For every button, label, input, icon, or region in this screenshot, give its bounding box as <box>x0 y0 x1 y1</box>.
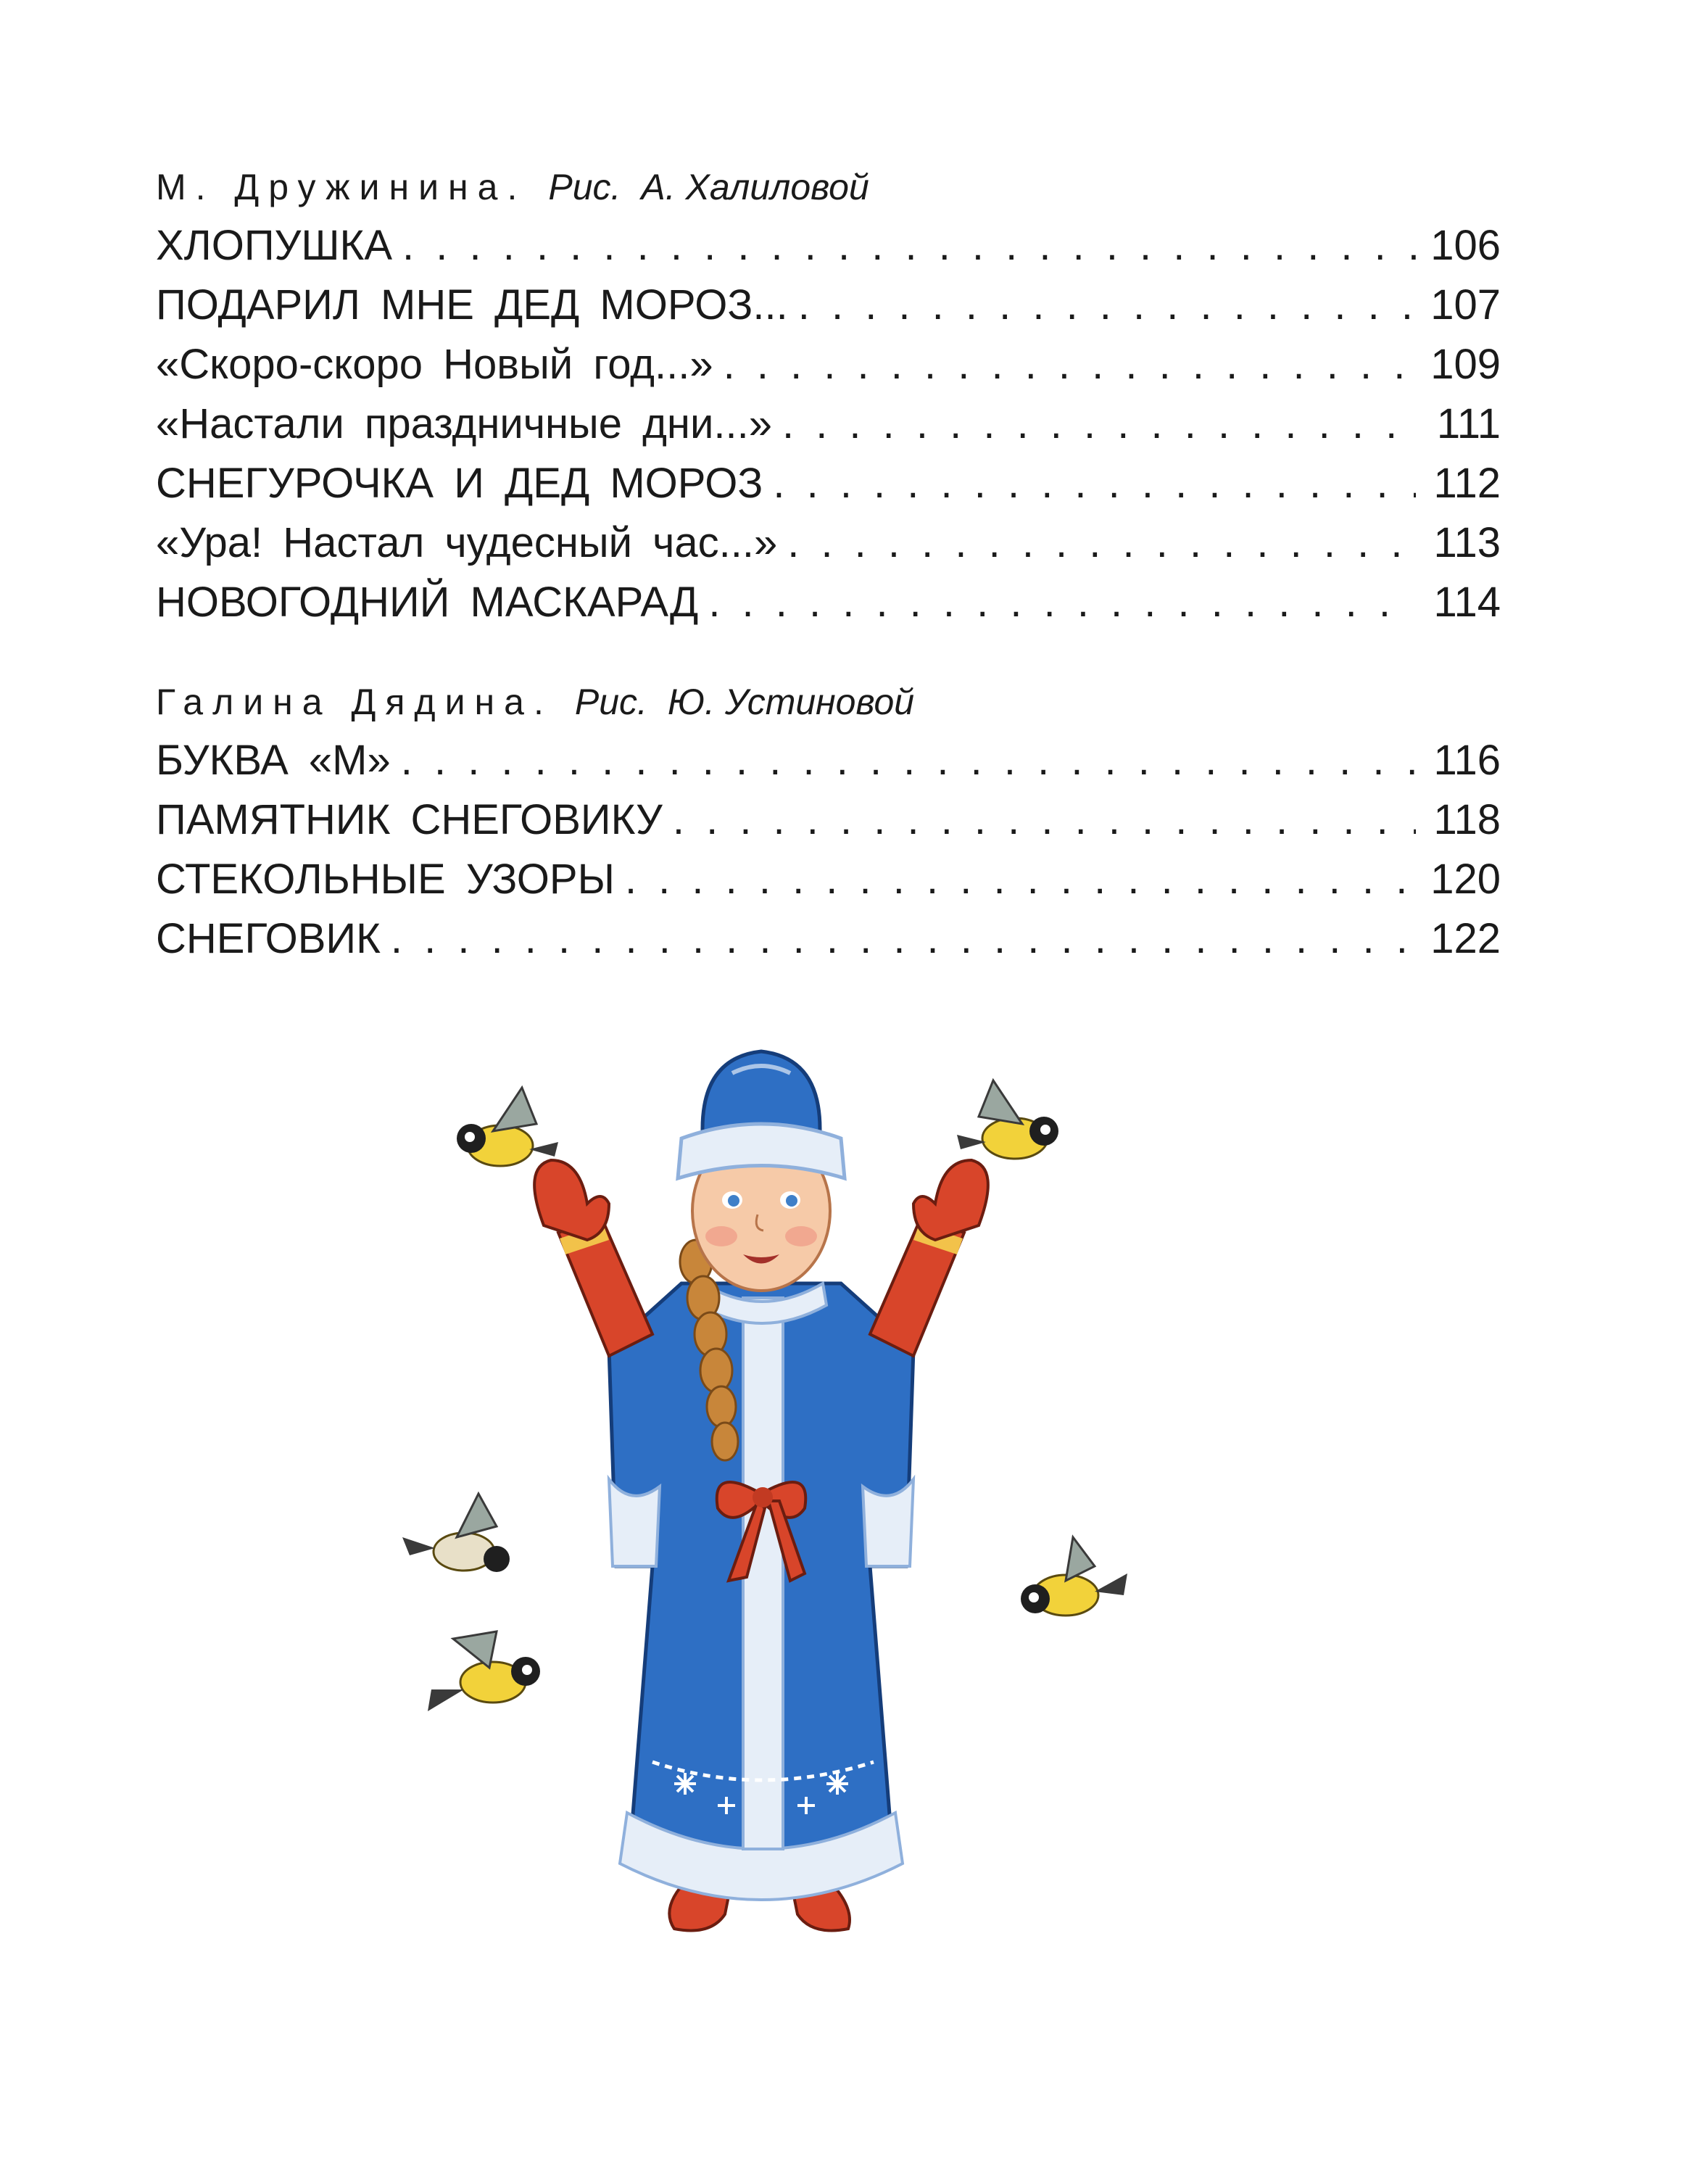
illustrator-prefix: Рис. <box>548 167 621 207</box>
toc-entry[interactable] <box>156 335 1501 394</box>
toc-entry[interactable] <box>156 276 1501 335</box>
illustrator-name: Ю. Устиновой <box>667 682 915 722</box>
entry-page: 116 <box>1433 737 1501 784</box>
dot-leader <box>773 454 1416 513</box>
entry-title: ПОДАРИЛ МНЕ ДЕД МОРОЗ... <box>156 281 788 328</box>
dot-leader <box>625 850 1416 909</box>
toc-entry[interactable] <box>156 909 1501 969</box>
section-divider <box>156 632 1501 673</box>
entry-page: 109 <box>1430 341 1501 388</box>
entry-title: БУКВА «М» <box>156 737 391 784</box>
dot-leader <box>787 513 1416 573</box>
entry-page: 113 <box>1433 519 1501 566</box>
toc-entry[interactable] <box>156 850 1501 909</box>
illustrator-name: А. Халиловой <box>641 167 869 207</box>
toc-entry[interactable] <box>156 394 1501 454</box>
entry-page: 112 <box>1433 460 1501 507</box>
titmouse-bird <box>1021 1537 1127 1616</box>
author-line <box>156 158 1501 216</box>
dot-leader <box>708 573 1416 632</box>
toc-entry[interactable] <box>156 216 1501 276</box>
blue-coat <box>609 1283 913 1900</box>
entry-page: 122 <box>1430 915 1501 962</box>
titmouse-bird <box>457 1088 558 1166</box>
entry-page: 106 <box>1430 222 1501 269</box>
author-line <box>156 673 1501 731</box>
entry-title: СТЕКОЛЬНЫЕ УЗОРЫ <box>156 856 615 903</box>
toc-entry[interactable] <box>156 790 1501 850</box>
titmouse-bird <box>428 1631 540 1711</box>
entry-page: 118 <box>1433 796 1501 843</box>
toc-entry[interactable] <box>156 454 1501 513</box>
entry-title: СНЕГОВИК <box>156 915 381 962</box>
dot-leader <box>724 335 1416 394</box>
entry-page: 111 <box>1436 400 1501 447</box>
toc-entry[interactable] <box>156 513 1501 573</box>
entry-title: ПАМЯТНИК СНЕГОВИКУ <box>156 796 663 843</box>
entry-page: 107 <box>1430 281 1501 328</box>
dot-leader <box>782 394 1416 454</box>
entry-title: «Скоро-скоро Новый год...» <box>156 341 713 388</box>
dot-leader <box>798 276 1416 335</box>
illustrator-prefix: Рис. <box>574 682 647 722</box>
titmouse-bird <box>402 1494 510 1572</box>
entry-title: СНЕГУРОЧКА И ДЕД МОРОЗ <box>156 460 763 507</box>
author-name: М. Дружинина. <box>156 167 527 207</box>
entry-title: «Ура! Настал чудесный час...» <box>156 519 778 566</box>
toc-entry[interactable] <box>156 573 1501 632</box>
dot-leader <box>673 790 1416 850</box>
dot-leader <box>401 731 1416 790</box>
fur-hat <box>678 1051 845 1178</box>
entry-page: 120 <box>1430 856 1501 903</box>
titmouse-bird <box>957 1080 1058 1159</box>
entry-title: ХЛОПУШКА <box>156 222 393 269</box>
entry-title: «Настали праздничные дни...» <box>156 400 772 447</box>
snegurochka-illustration <box>391 1044 1167 1943</box>
dot-leader <box>391 909 1416 969</box>
table-of-contents <box>156 158 1501 969</box>
author-name: Галина Дядина. <box>156 682 553 722</box>
entry-title: НОВОГОДНИЙ МАСКАРАД <box>156 579 699 626</box>
dot-leader <box>402 216 1416 276</box>
toc-entry[interactable] <box>156 731 1501 790</box>
entry-page: 114 <box>1433 579 1501 626</box>
